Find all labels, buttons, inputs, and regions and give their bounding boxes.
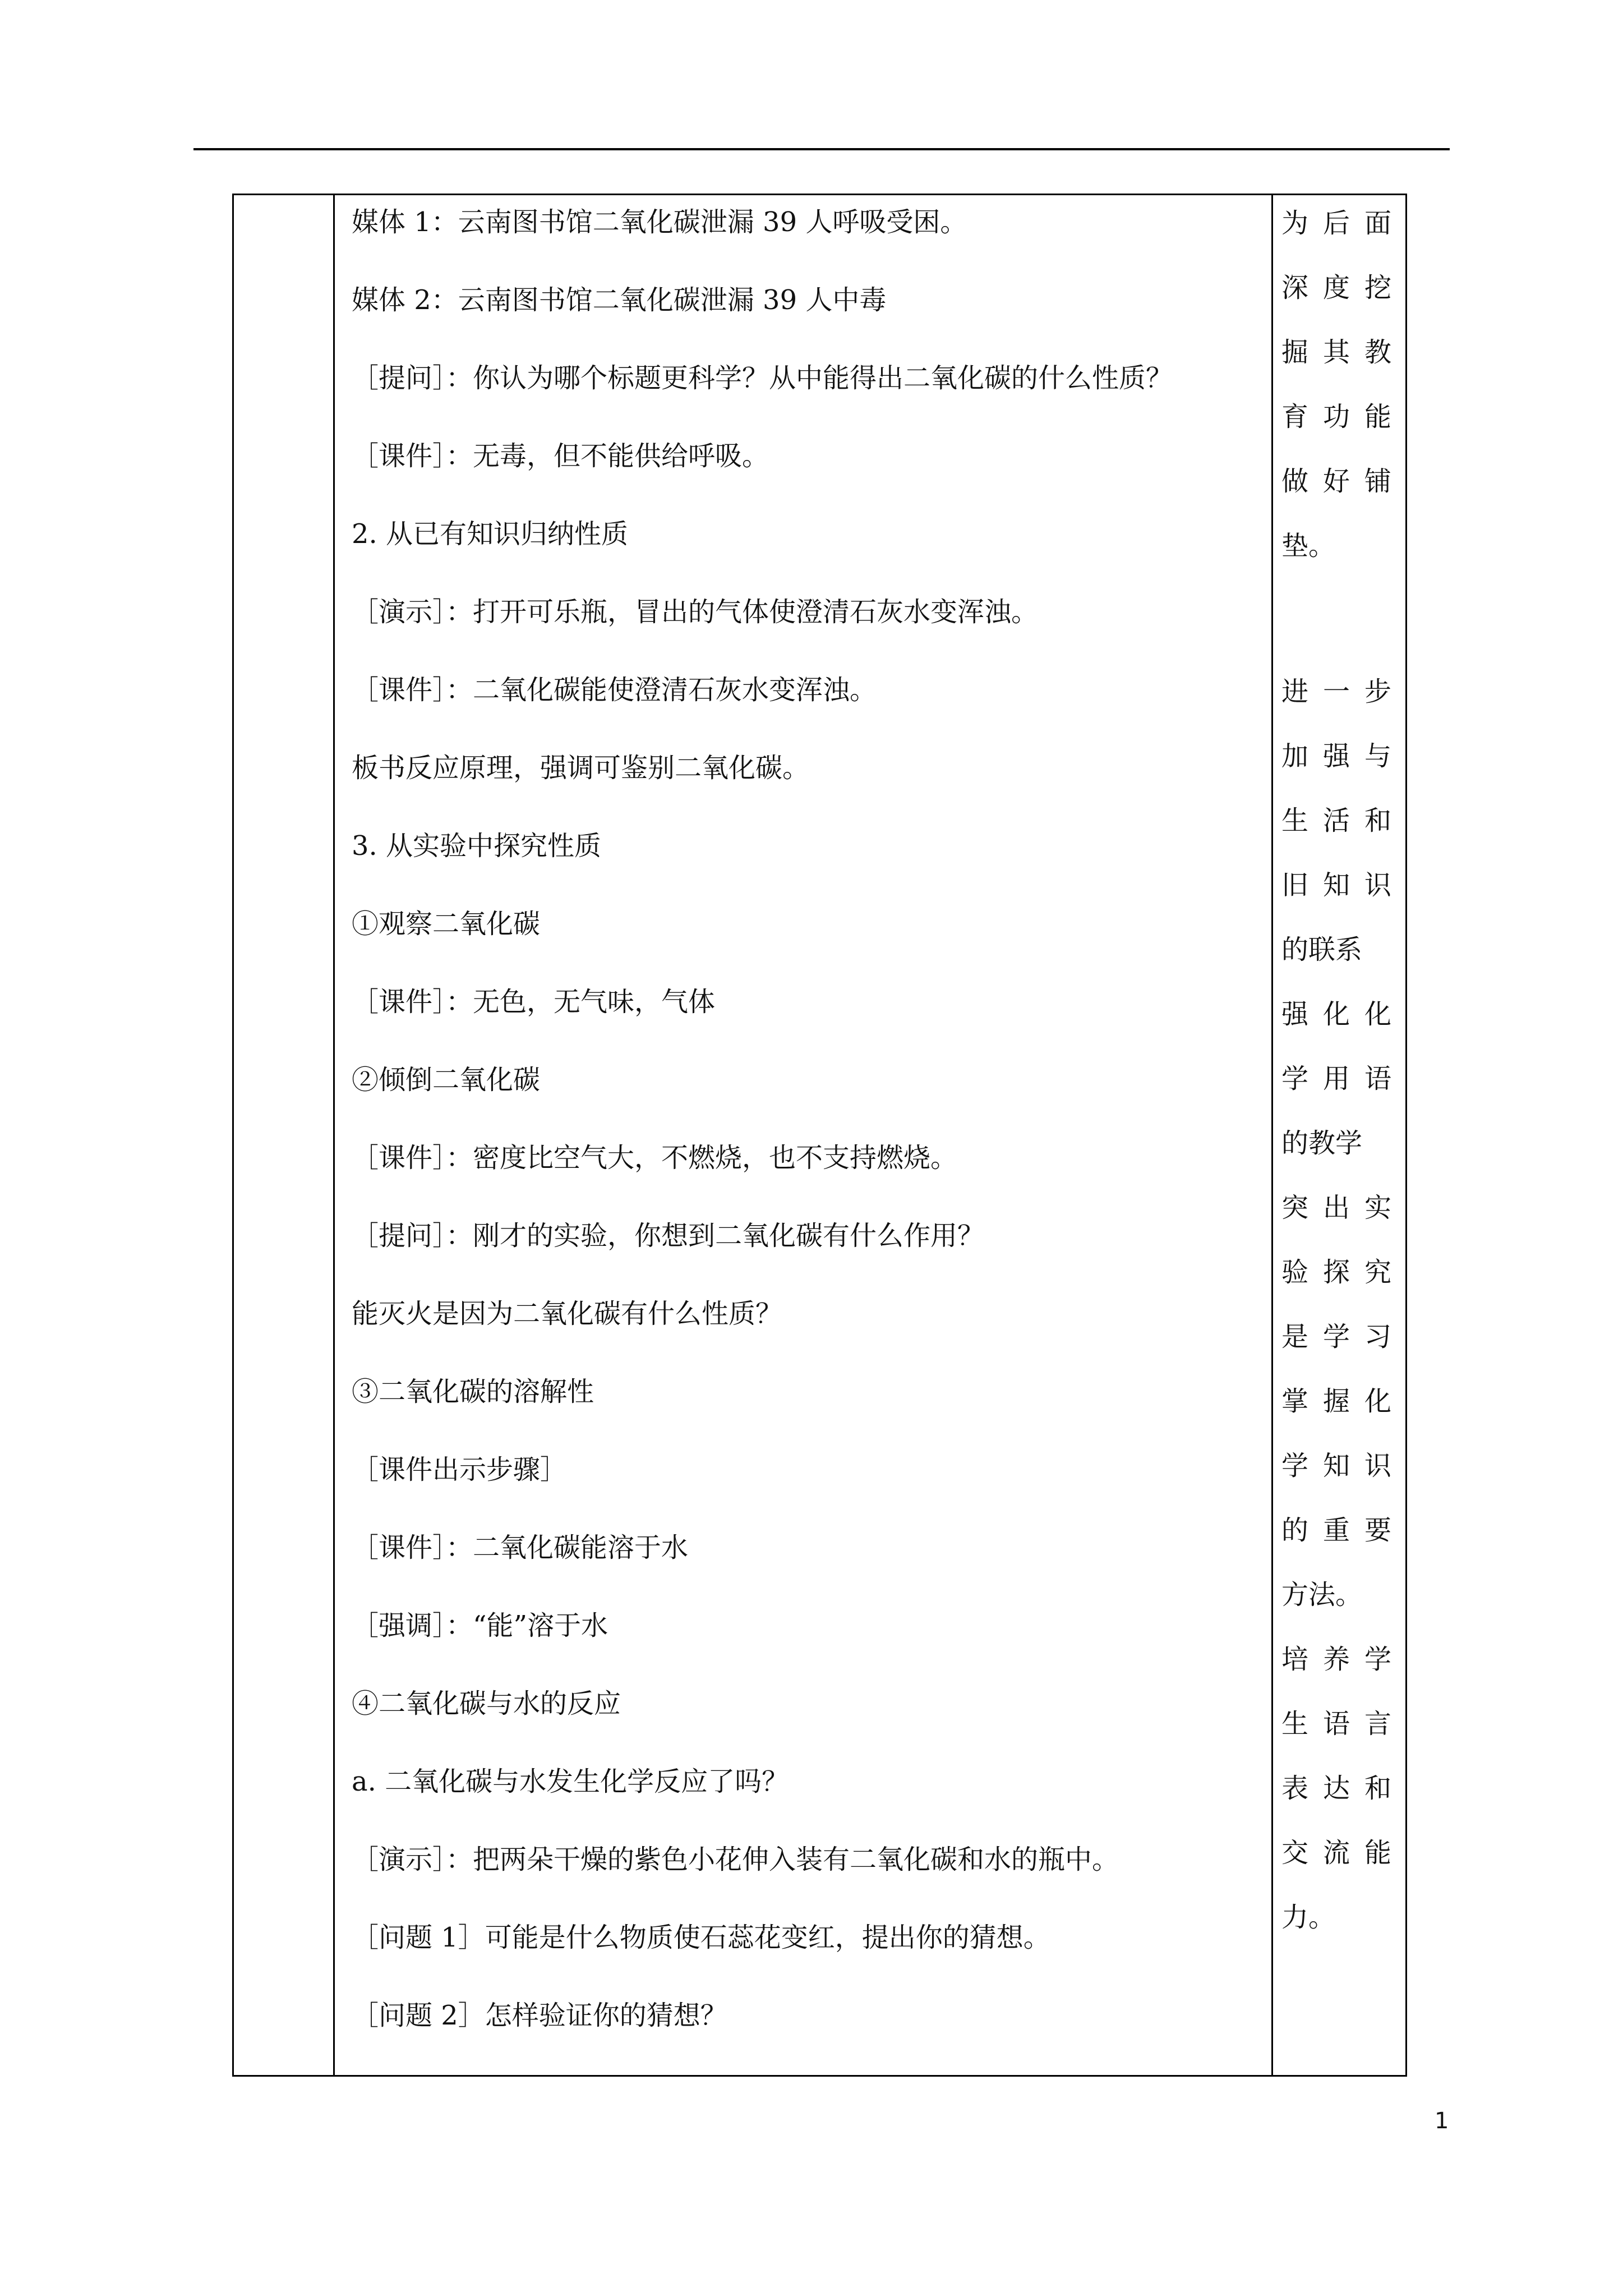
note-line: 掌握化 [1281,1386,1391,1417]
note-line: 旧知识 [1281,869,1391,901]
content-line: ［课件］：密度比空气大，不燃烧，也不支持燃烧。 [352,1142,958,1174]
content-line: ［课件］：无色，无气味，气体 [352,986,716,1018]
page-number: 1 [1435,2108,1449,2134]
content-line: 3. 从实验中探究性质 [352,830,602,862]
note-line: 进一步 [1281,676,1391,707]
content-line: ［问题 1］可能是什么物质使石蕊花变红，提出你的猜想。 [352,1922,1050,1953]
content-line: ［演示］：打开可乐瓶，冒出的气体使澄清石灰水变浑浊。 [352,596,1039,628]
note-line: 方法。 [1281,1579,1363,1611]
note-line: 力。 [1281,1902,1336,1933]
note-line: 生活和 [1281,805,1391,836]
content-line: 能灭火是因为二氧化碳有什么性质？ [352,1298,783,1329]
content-line: ［提问］：刚才的实验，你想到二氧化碳有什么作用？ [352,1220,985,1251]
content-line: 2. 从已有知识归纳性质 [352,518,629,550]
content-line: a. 二氧化碳与水发生化学反应了吗？ [352,1766,789,1797]
note-line: 的重要 [1281,1515,1391,1546]
note-line: 验探究 [1281,1257,1391,1288]
note-line: 强化化 [1281,999,1391,1030]
note-line: 突出实 [1281,1192,1391,1223]
content-line: ［课件］：二氧化碳能溶于水 [352,1532,689,1563]
note-line: 交流能 [1281,1837,1391,1869]
note-line: 的教学 [1281,1128,1363,1159]
lesson-table [232,194,1407,2077]
note-line: 培养学 [1281,1644,1391,1675]
header-rule [193,148,1450,150]
column-divider-right [1271,195,1273,2075]
content-line: ［课件出示步骤］ [352,1454,568,1485]
content-line: 媒体 1：云南图书馆二氧化碳泄漏 39 人呼吸受困。 [352,206,967,238]
note-line: 学用语 [1281,1063,1391,1094]
content-line: ②倾倒二氧化碳 [352,1064,541,1096]
content-line: ［问题 2］怎样验证你的猜想？ [352,2000,727,2031]
note-line: 育功能 [1281,401,1391,432]
note-line: 掘其教 [1281,337,1391,368]
note-line: 做好铺 [1281,466,1391,497]
content-line: ［课件］：无毒，但不能供给呼吸。 [352,440,769,472]
note-line: 为后面 [1281,208,1391,239]
note-line: 生语言 [1281,1708,1391,1740]
content-line: ①观察二氧化碳 [352,908,541,940]
content-line: 板书反应原理，强调可鉴别二氧化碳。 [352,752,810,784]
content-line: ③二氧化碳的溶解性 [352,1376,594,1407]
content-line: ［提问］：你认为哪个标题更科学？从中能得出二氧化碳的什么性质？ [352,362,1173,394]
content-line: ［演示］：把两朵干燥的紫色小花伸入装有二氧化碳和水的瓶中。 [352,1844,1119,1875]
note-line: 是学习 [1281,1321,1391,1352]
column-divider-left [333,195,335,2075]
note-line: 垫。 [1281,530,1336,562]
content-line: ④二氧化碳与水的反应 [352,1688,621,1719]
note-line: 加强与 [1281,740,1391,772]
content-line: 媒体 2：云南图书馆二氧化碳泄漏 39 人中毒 [352,284,887,316]
note-line: 表达和 [1281,1773,1391,1804]
content-line: ［强调］：“能”溶于水 [352,1610,608,1641]
content-line: ［课件］：二氧化碳能使澄清石灰水变浑浊。 [352,674,877,706]
note-line: 学知识 [1281,1450,1391,1481]
note-line: 的联系 [1281,934,1363,965]
note-line: 深度挖 [1281,272,1391,303]
